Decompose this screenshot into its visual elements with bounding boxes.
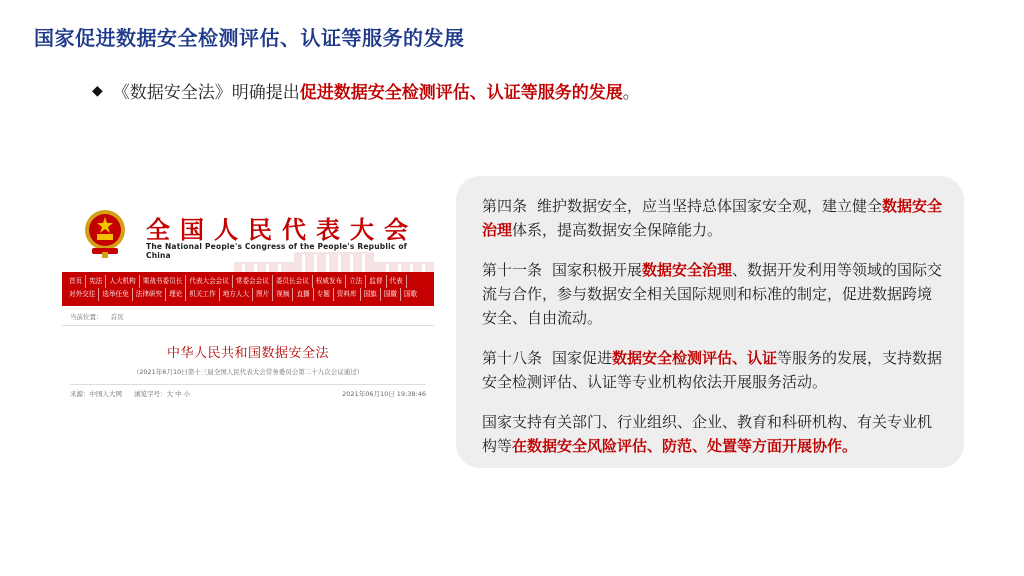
highlight-text: 数据安全治理 [482, 197, 943, 239]
nav-item[interactable]: 理论 [166, 288, 186, 301]
paragraph-text: 体系，提高数据安全保障能力。 [512, 221, 723, 239]
npc-site-subtitle: The National People's Congress of the People's Republic of China [146, 242, 408, 260]
law-title: 中华人民共和国数据安全法 [166, 346, 329, 361]
nav-item[interactable]: 立法 [346, 275, 366, 288]
article-11-paragraph [482, 258, 944, 330]
bullet-suffix: 。 [622, 83, 640, 103]
paragraph-text: 国家促进 [552, 349, 613, 367]
nav-item[interactable]: 专题 [314, 288, 334, 301]
article-number: 第四条 [482, 197, 528, 215]
nav-item[interactable]: 宪法 [86, 275, 106, 288]
article-number: 第十一条 [482, 261, 543, 279]
highlight-text: 数据安全治理 [642, 261, 733, 279]
bullet-prefix: 《数据安全法》明确提出 [112, 83, 300, 103]
paragraph-text: 等服务的发展，支持数据安全检测评估、认证等专业机构依法开展服务活动。 [482, 349, 943, 391]
slide-title: 国家促进数据安全检测评估、认证等服务的发展 [34, 26, 465, 50]
paragraph-text: 国家积极开展 [552, 261, 643, 279]
nav-item[interactable]: 资料库 [334, 288, 361, 301]
nav-item[interactable]: 国徽 [381, 288, 401, 301]
nav-item[interactable]: 对外交往 [66, 288, 99, 301]
article-number: 第十八条 [482, 349, 543, 367]
nav-item[interactable]: 权威发布 [313, 275, 346, 288]
nav-item[interactable]: 法律研究 [133, 288, 166, 301]
law-subtitle: （2021年6月10日第十三届全国人民代表大会常务委员会第二十九次会议通过） [132, 368, 364, 376]
nav-item[interactable]: 代表 [387, 275, 407, 288]
nav-item[interactable]: 代表大会会议 [186, 275, 233, 288]
publish-date: 2021年06月10日 19:38:46 [342, 390, 426, 398]
national-emblem-icon [82, 208, 128, 258]
nav-item[interactable]: 国旗 [361, 288, 381, 301]
nav-item[interactable]: 首页 [66, 275, 86, 288]
paragraph-text: 国家支持有关部门、行业组织、企业、教育和科研机构、有关专业机构等 [482, 413, 933, 455]
article-18-paragraph [482, 346, 944, 394]
great-hall-illustration [234, 248, 434, 272]
nav-item[interactable]: 监督 [366, 275, 386, 288]
bullet-line [92, 78, 640, 103]
nav-item[interactable]: 栗战书委员长 [140, 275, 187, 288]
breadcrumb [62, 306, 434, 326]
nav-item[interactable]: 机关工作 [186, 288, 219, 301]
paragraph-text: 、数据开发利用等领域的国际交流与合作，参与数据安全相关国际规则和标准的制定，促进数据跨境安全、自由流动。 [482, 261, 943, 327]
nav-item[interactable]: 图片 [253, 288, 273, 301]
nav-item[interactable]: 选举任免 [99, 288, 132, 301]
highlight-text: 数据安全检测评估、认证 [612, 349, 778, 367]
cooperation-paragraph [482, 410, 944, 458]
npc-header [62, 200, 434, 272]
article-4-paragraph [482, 194, 944, 242]
npc-site-title: 全国人民代表大会 [146, 215, 418, 244]
paragraph-text: 维护数据安全，应当坚持总体国家安全观，建立健全 [537, 197, 883, 215]
source-label: 来源：中国人大网 [70, 390, 122, 398]
font-size-control[interactable]: 浏览字号：大 中 小 [134, 390, 191, 398]
nav-item[interactable]: 人大机构 [106, 275, 139, 288]
npc-nav-bar [62, 272, 434, 306]
law-articles-panel [456, 176, 964, 468]
nav-item[interactable]: 地方人大 [220, 288, 253, 301]
breadcrumb-label: 当前位置： [70, 313, 103, 321]
nav-item[interactable]: 常委会会议 [233, 275, 273, 288]
nav-item[interactable]: 视频 [273, 288, 293, 301]
bullet-highlight: 促进数据安全检测评估、认证等服务的发展 [299, 83, 623, 103]
highlight-text: 在数据安全风险评估、防范、处置等方面开展协作。 [512, 437, 858, 455]
npc-webpage-screenshot [62, 200, 434, 410]
diamond-bullet-icon: ◆ [92, 82, 103, 99]
article-meta [70, 384, 426, 398]
nav-item[interactable]: 直播 [293, 288, 313, 301]
nav-item[interactable]: 国歌 [403, 290, 418, 298]
breadcrumb-home-link[interactable]: 首页 [110, 313, 124, 321]
nav-item[interactable]: 委员长会议 [273, 275, 313, 288]
